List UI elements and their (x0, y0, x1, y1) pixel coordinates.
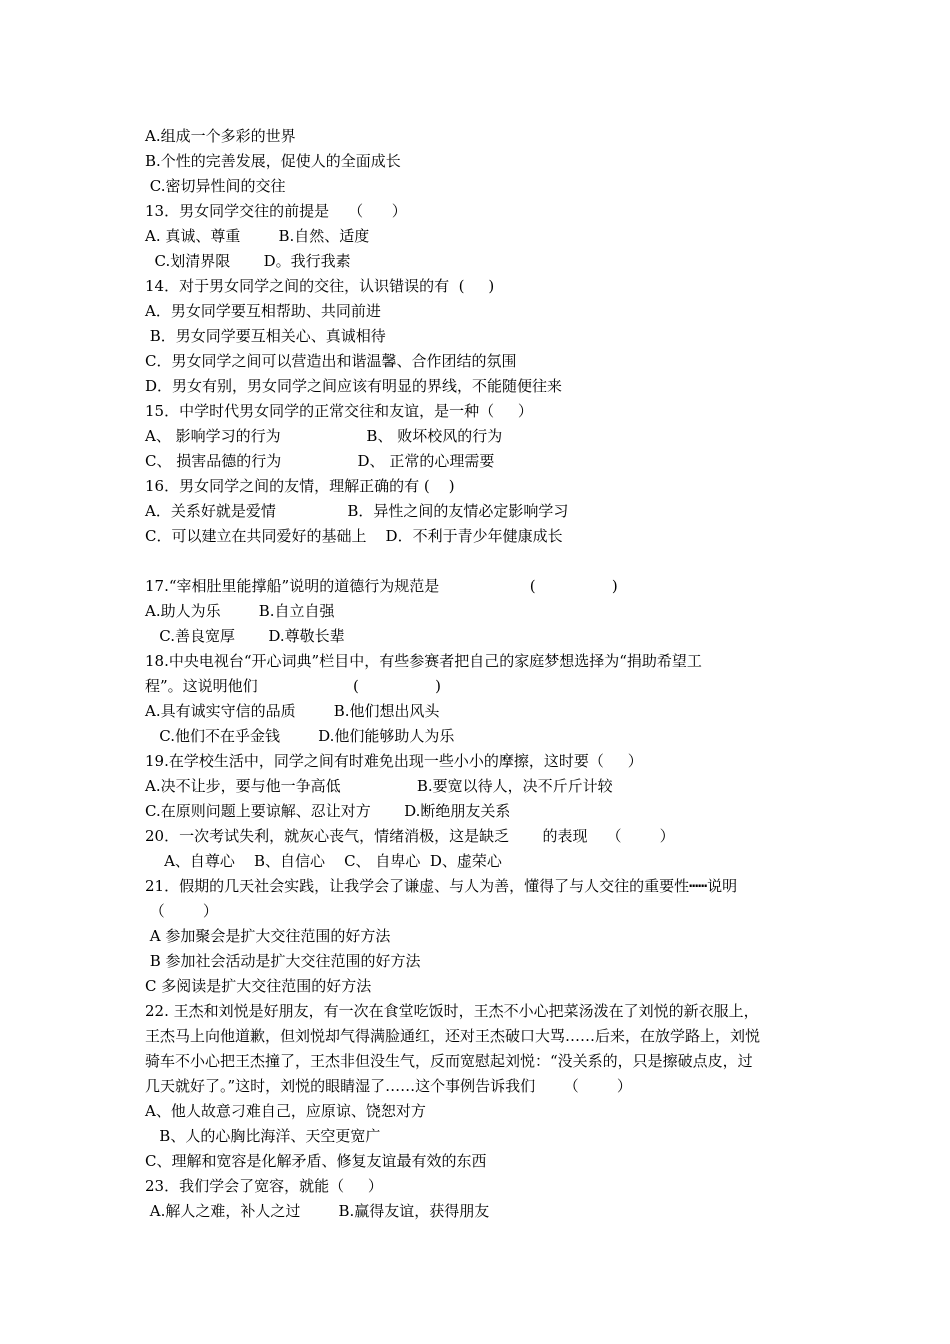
exam-text-body (145, 124, 815, 1224)
text-line: C.他们不在乎金钱 D.他们能够助人为乐 (145, 727, 455, 745)
text-line: B．男女同学要互相关心、真诚相待 (145, 327, 386, 345)
text-line: A、他人故意刁难自己，应原谅、饶恕对方 (145, 1102, 426, 1120)
text-line: C 多阅读是扩大交往范围的好方法 (145, 977, 372, 995)
text-line: A．关系好就是爱情 B．异性之间的友情必定影响学习 (145, 502, 569, 520)
text-line: A.具有诚实守信的品质 B.他们想出风头 (145, 702, 440, 720)
text-line: D．男女有别，男女同学之间应该有明显的界线，不能随便往来 (145, 377, 563, 395)
text-line: C．可以建立在共同爱好的基础上 D．不利于青少年健康成长 (145, 527, 563, 545)
text-line: C、理解和宽容是化解矛盾、修复友谊最有效的东西 (145, 1152, 487, 1170)
text-line: 王杰马上向他道歉，但刘悦却气得满脸通红，还对王杰破口大骂……后来，在放学路上，刘悦 (145, 1027, 761, 1045)
text-line: 程”。这说明他们 ( ) (145, 677, 442, 695)
question-20: 20．一次考试失利，就灰心丧气，情绪消极，这是缺乏 的表现 （ ） (145, 827, 675, 845)
question-18: 18.中央电视台“开心词典”栏目中，有些参赛者把自己的家庭梦想选择为“捐助希望工 (145, 652, 702, 670)
text-line: 骑车不小心把王杰撞了，王杰非但没生气，反而宽慰起刘悦：“没关系的，只是擦破点皮，过 (145, 1052, 753, 1070)
text-line: （ ） (145, 902, 218, 920)
question-15: 15．中学时代男女同学的正常交往和友谊，是一种（ ） (145, 402, 533, 420)
question-17: 17.“宰相肚里能撑船”说明的道德行为规范是 ( ) (145, 577, 618, 595)
text-line: C．男女同学之间可以营造出和谐温馨、合作团结的氛围 (145, 352, 517, 370)
text-line: A、自尊心 B、自信心 C、 自卑心 D、虚荣心 (145, 852, 502, 870)
text-line: 几天就好了。”这时，刘悦的眼睛湿了……这个事例告诉我们 （ ） (145, 1077, 632, 1095)
text-line: C.善良宽厚 D.尊敬长辈 (145, 627, 345, 645)
text-line: C.划清界限 D。我行我素 (145, 252, 351, 270)
question-22: 22. 王杰和刘悦是好朋友，有一次在食堂吃饭时，王杰不小心把菜汤泼在了刘悦的新衣服上， (145, 1002, 759, 1020)
question-21: 21．假期的几天社会实践，让我学会了谦虚、与人为善，懂得了与人交往的重要性┅┅说明 (145, 877, 738, 895)
blank-line (145, 549, 815, 574)
text-line: B、人的心胸比海洋、天空更宽广 (145, 1127, 381, 1145)
question-16: 16．男女同学之间的友情，理解正确的有 ( ) (145, 477, 455, 495)
text-line: A.解人之难，补人之过 B.赢得友谊，获得朋友 (145, 1202, 490, 1220)
text-line: A 参加聚会是扩大交往范围的好方法 (145, 927, 391, 945)
text-line: A. 真诚、尊重 B.自然、适度 (145, 227, 370, 245)
text-line: C.密切异性间的交往 (145, 177, 286, 195)
text-line: A.助人为乐 B.自立自强 (145, 602, 335, 620)
question-23: 23．我们学会了宽容，就能（ ） (145, 1177, 383, 1195)
text-line: A.决不让步，要与他一争高低 B.要宽以待人，决不斤斤计较 (145, 777, 613, 795)
text-line: C、 损害品德的行为 D、 正常的心理需要 (145, 452, 495, 470)
text-line: A.组成一个多彩的世界 (145, 127, 296, 145)
text-line: B 参加社会活动是扩大交往范围的好方法 (145, 952, 421, 970)
question-14: 14．对于男女同学之间的交往，认识错误的有 ( ) (145, 277, 495, 295)
text-line: A．男女同学要互相帮助、共同前进 (145, 302, 381, 320)
question-13: 13．男女同学交往的前提是 （ ） (145, 202, 407, 220)
text-line: C.在原则问题上要谅解、忍让对方 D.断绝朋友关系 (145, 802, 511, 820)
text-line: A、 影响学习的行为 B、 败坏校风的行为 (145, 427, 503, 445)
question-19: 19.在学校生活中，同学之间有时难免出现一些小小的摩擦，这时要（ ） (145, 752, 643, 770)
text-line: B.个性的完善发展，促使人的全面成长 (145, 152, 401, 170)
